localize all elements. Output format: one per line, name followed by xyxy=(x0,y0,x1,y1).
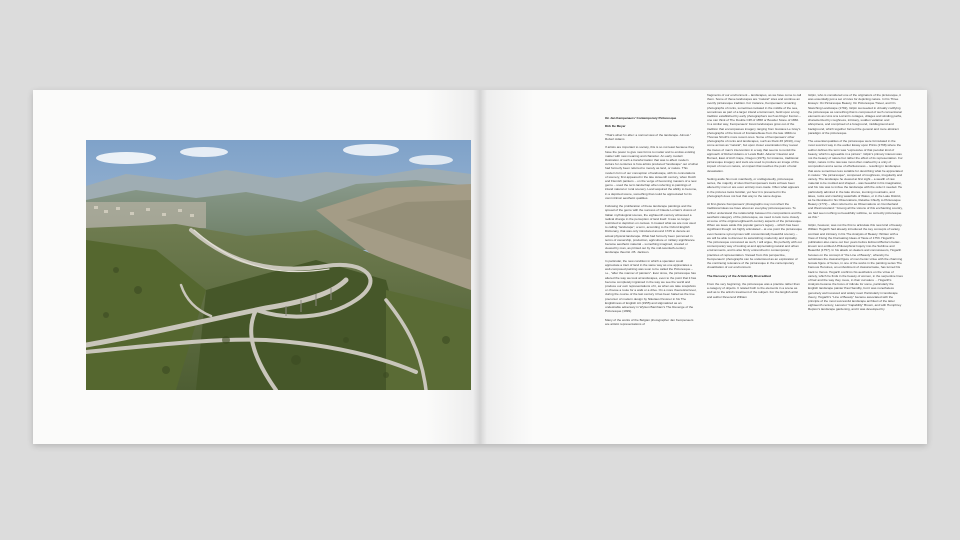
text-column-3 xyxy=(808,93,903,451)
paragraph: In particular, the new condition in which a spectator could appreciate a tract of land in the same way as one appreciates a well-composed painting was soon to be called the Picturesque – i.e., "after the manner of painters". Ever since, the picturesque has altered the way we look at landscapes, even to the point that it has become completely ingrained in the way we see the world and produce our own representations of it, as when we take snapshots or choose a route for a walk or a drive. On a more theoretical level, during the course of the last century it has been hailed as the true precursor of modern design by Nikolaus Pevsner in his The Englishness of English Art (1955) and stigmatized as an undesirable adversary in Wylson Barnham's The Revenge of the Picturesque (1999). xyxy=(605,258,697,314)
essay-author: Dirk De Meyer xyxy=(605,124,626,129)
epigraph: "That's what I'm after: a normal view of the landscape. Almost." Robert Adams xyxy=(605,132,692,141)
text-column-1 xyxy=(605,116,698,451)
paragraph: The essential qualities of the picturesque were formulated in the most succinct way in the earlier Essay upon Prints (1768) where the author defines the term was "expressive of that peculiar kind of beauty, which is agreeable in a picture". Gilpin's primary interest was not the beauty of nature but rather the effect of its representation. For Gilpin, nature in the raw was most often marked by a unity of composition and a sense of effortlessness – resulting in landscapes that were sometimes less suitable for describing what he appreciated in nature: "the picturesque", composed of roughness, irregularity and variety. The landscape he viewed at first sight – a wealth of raw material to be molded and shaped – was beautiful in his imagination, and his role was to imbue the landscape with the order it needed. He particularly admired in the lake shores, looming mountains, and lakes, rocks and crashing waterfalls of Wales, or in the Lake District, as he illustrated in his Observations, Relative Chiefly to Picturesque Beauty (1772) – often referred to as Observations on Cumberland and Westmoreland: "Among all the visions of this enchanting country, we had seen nothing so beautifully sublime, so correctly picturesque as this." xyxy=(808,139,903,219)
paragraph: Gilpin, who is considered one of the originators of the picturesque, it was essentially just a set of rules for depicting nature. In his Three Essays: On Picturesque Beauty, On Picturesque Travel, and On Sketching Landscape (1792), Gilpin succeeded in virtually codifying the picturesque as something that is composed of such conventional elements as ruins à la Lorrain's cottages, villages and winding paths, characterized by roughness, intricacy, sudden variation and abruptness, and comprised of a foreground, middleground and background, which together formed the general and more abstract paradigm of the picturesque. xyxy=(808,93,902,135)
paragraph: Many of the works of the Belgian photographer Jan Kempenaers are artistic representations of xyxy=(605,317,694,326)
paragraph: Following the proliferation of these landscape paintings and the spread of the genre with the success of Claude Lorrain's visions of Italian mythological scenes, the eighteenth century witnessed a radical change in the perception of land itself. It was no longer restricted to depiction on canvas. It created what we are now used to calling "landscape", a term, according to the Oxford English Dictionary, that was only introduced around 1725 to denote an actual physical landscape. What had formerly been perceived in terms of ownership, production, agriculture or military significance became aesthetic material – something imagined, created or viewed by man, as printed out by the mid-twentieth-century landscape theorist J.B. Jackson. xyxy=(605,204,696,255)
paragraph: From the very beginning, the picturesque was a practice rather than a category of objects. It related both to the elements in a scene as well as to the artist's treatment of the subject. For the English artist and author Reverend William xyxy=(707,282,800,299)
paragraph: Setting aside his most manifestly, or undisguisedly, picturesque series, the majority of sites that Kempenaers looks at have been altered by man or are even entirely man-made. Often what appears in the pictures looks familiar, yet how it is presented in the photograph does not feel that way to the same degree. xyxy=(707,177,800,198)
section-heading: The Recovery of the Artistically Discredited xyxy=(707,273,771,278)
paragraph: Gilpin, however, was not the first to articulate this new kind of beauty. William Hogarth had already introduced the key concepts of variety, contrast and intricacy in his The Analysis of Beauty: Written with a View of Fixing the Fluctuating Ideas of Taste of 1753. Hogarth's publication also came out four years before Edmund Burke's better-known text entitled A Philosophical Inquiry into the Sublime and Beautiful (1757). In his attack on dealers and connoisseurs, Hogarth focuses on the concept of "the Line of Beauty", whereby he substitutes the classical figure of man heroic virtue with the charming female figure of Venus, in one of the works in the painting series The Famous Heroines, an embodiment of classical taste, has turned his back to Venus. Hogarth confirms his aesthetics on the virtue of variety, which he finds in the beauty of women, in the serpentine lines of hair and the way they move, in their curvature ... Hogarth's Analysis became the focus of ridicule for some, particularly the English landscape painter Paul Sandby, but it was nonetheless genuinely well received and widely read. Particularly in landscape theory, Hogarth's "Line of Beauty" became associated with the principle of the most successful landscape architect of the latter eighteenth century, Lancelot "Capability" Brown, and with Humphrey Repton's landscape gardening, and it was developed by xyxy=(808,223,903,312)
text-column-2 xyxy=(707,93,802,451)
book-gutter xyxy=(473,90,487,444)
paragraph: At first glance Kempenaers' photographs may not reflect the traditional ideas we have about an everyday picturesqueness. To further understand the relationship between his compositions and the aesthetic category of the picturesque, we need to look more closely at some of the original eighteenth-century aspects of the picturesque. When we leave aside this popular genre's legacy – which has been significant though not highly articulated – at one point the picturesque even became synonymous with conventionally beautiful scenery – we will be able to discover its astonishing modernity and topicality. The picturesque conceived as such, I will argue, fits perfectly with our contemporary way of looking at and appreciating natural and urban environments, and is also firmly entrenched in contemporary practices of representation. Viewed from this perspective, Kempenaers' photographs can be understood as an exploration of the continuing relevance of the picturesque in the contemporary visualization of our environment. xyxy=(707,202,802,270)
paragraph: fragments of our environment – landscapes, as we have come to call them. Some of these landscapes are "natural" sites and continue an overtly picturesque tradition. For instance, Kempenaers' amazing photographs of rocks, sometimes isolated in the middle of the sea, sometimes as part of a larger inland environment, build upon a long tradition established by early photographers such as Roger Fenton – one can think of The Double Cliff of 1858 or Bowder Stone of 1860. In a similar way, Kempenaers' forest landscapes grow out of the tradition that encompasses imagery ranging from Gustave Le Gray's photographs of the forest of Fontainebleau from the late 1840s to Thomas Struth's more recent ones. Some of Kempenaers' other photographs of rocks and landscapes, such as Rock #3 (2010), may come across as "natural", but upon closer examination they reveal the traces of man's intervention in a way that seems to revisit the approach of Robert Adams or Lewis Baltz. Adams' Clearcut and Burned, East of Arch Cape, Oregon (1976), for instance, traditional picturesque imagery and tools are used to produce an image of the impact of man on nature, an impact that reaches the point of total devastation. xyxy=(707,93,802,173)
paragraph: If artists are important to society, this is so not least because they have the power to give new forms to matter and to endow existing matter with new meaning and character. An early modern illustration of such a transformation that was to affect modern culture for centuries is how artists produced "landscape" out of what had formerly been referred to merely as land, or nature. This modern form of our conception of landscape, with its connotations of scenery, first appeared in the late sixteenth century, when Dutch and Flemish painters – on the verge of becoming masters of a new genre – used the term landschap when referring to paintings of inland natural or rural scenery. Land acquired the ability to become, in a depicted scene, something that could be appreciated for its own intrinsic aesthetic qualities. xyxy=(605,145,698,200)
essay-title: On Jan Kempenaers' Contemporary Picturesque xyxy=(605,116,677,120)
landscape-photograph xyxy=(86,140,471,390)
